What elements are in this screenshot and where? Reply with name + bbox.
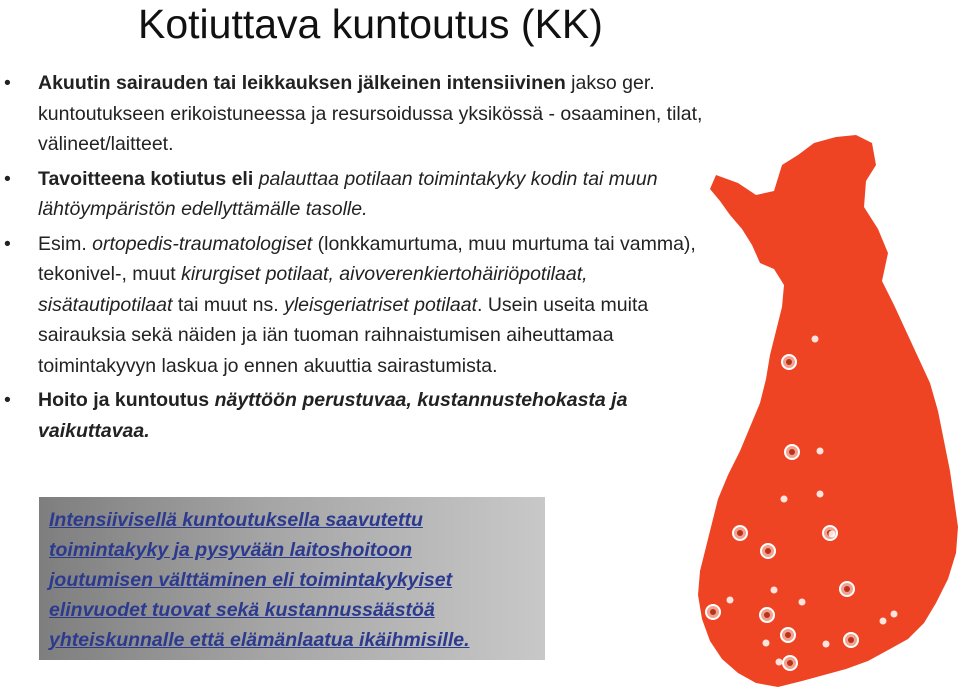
bullet-segment: Akuutin sairauden tai leikkauksen jälkeinen intensiivinen: [38, 72, 566, 94]
bullet-segment: jakso ger. kuntoutukseen erikoistuneessa ja resursoidussa yksikössä - osaaminen, tilat, välineet/laitteet.: [38, 72, 703, 155]
city-dot-icon: [891, 611, 898, 618]
bullet-segment: tai muut ns.: [172, 293, 285, 316]
bullet-item: [0, 68, 720, 160]
city-dot-icon: [781, 496, 788, 503]
finland-map-icon: [686, 135, 960, 687]
city-marker-center: [710, 609, 716, 615]
city-dot-icon: [817, 491, 824, 498]
bullet-segment: palauttaa potilaan toimintakyky kodin tai muun lähtöympäristön edellyttämälle tasolle.: [38, 167, 658, 220]
bullet-segment: yleisgeriatriset potilaat: [284, 293, 477, 316]
city-dot-icon: [823, 641, 830, 648]
city-marker-center: [848, 637, 854, 643]
bullet-segment: kirurgiset potilaat, aivoverenkiertohäiriöpotilaat, sisätautipotilaat: [38, 263, 588, 316]
bullet-item: [0, 229, 720, 382]
bullet-segment: . Usein useita muita sairauksia sekä näiden ja iän tuoman raihnaistumisen aiheuttamaa toimintakyvyn laskua jo ennen akuuttia sairastumista.: [38, 293, 649, 377]
callout-line: yhteiskunnalle että elämänlaatua ikäihmisille.: [49, 629, 470, 651]
bullet-segment: ortopedis-traumatologiset: [92, 232, 313, 255]
city-marker-center: [787, 660, 793, 666]
bullet-segment: näyttöön perustuvaa, kustannustehokasta ja vaikuttavaa.: [38, 389, 628, 442]
city-dot-icon: [812, 336, 819, 343]
city-dot-icon: [776, 659, 783, 666]
city-dot-icon: [727, 597, 734, 604]
bullet-segment: Hoito ja kuntoutus: [38, 389, 215, 411]
city-marker-center: [844, 586, 850, 592]
city-marker-center: [786, 359, 792, 365]
city-dot-icon: [829, 531, 836, 538]
bullet-segment: (lonkkamurtuma, muu murtuma tai vamma), tekonivel-, muut: [38, 232, 696, 285]
bullet-item: [0, 385, 720, 446]
callout-line: joutumisen välttäminen eli toimintakykyiset: [49, 569, 453, 591]
city-dot-icon: [817, 448, 824, 455]
bullet-item: [0, 164, 720, 225]
city-dot-icon: [771, 587, 778, 594]
city-dot-icon: [880, 618, 887, 625]
city-marker-center: [737, 530, 743, 536]
callout-line: elinvuodet tuovat sekä kustannussäästöä: [49, 599, 435, 621]
city-marker-center: [785, 632, 791, 638]
finland-map-shape: [698, 135, 958, 687]
city-marker-center: [789, 449, 795, 455]
summary-callout: [39, 497, 545, 660]
city-marker-center: [764, 612, 770, 618]
bullet-list: [0, 68, 720, 450]
callout-line: Intensiivisellä kuntoutuksella saavutettu: [49, 509, 423, 531]
callout-line: toimintakyky ja pysyvään laitoshoitoon: [49, 539, 413, 561]
city-marker-center: [765, 548, 771, 554]
city-dot-icon: [799, 599, 806, 606]
bullet-segment: Tavoitteena kotiutus eli: [38, 167, 259, 190]
slide-title: Kotiuttava kuntoutus (KK): [138, 1, 603, 47]
bullet-segment: Esim.: [38, 232, 93, 255]
city-dot-icon: [763, 640, 770, 647]
